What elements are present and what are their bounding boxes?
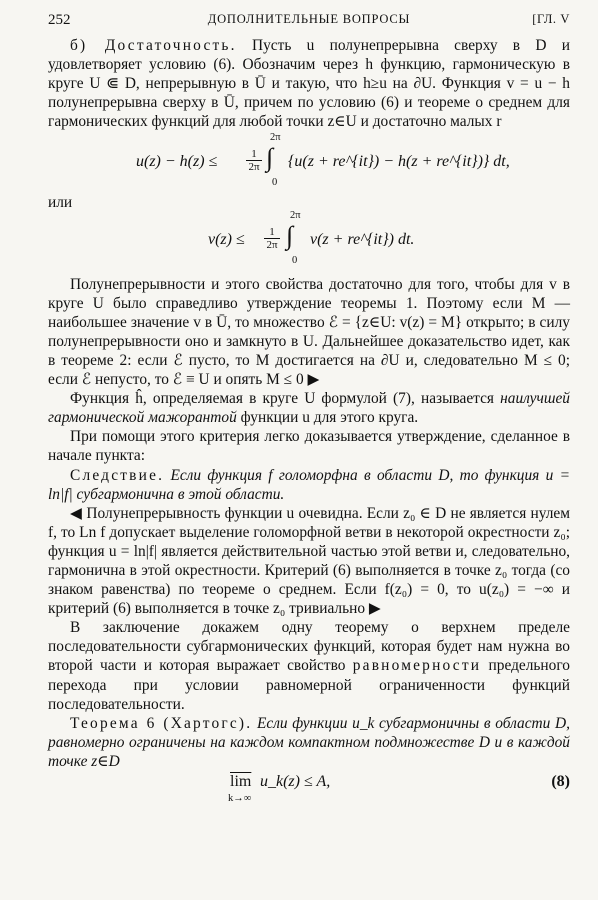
equation-8 <box>48 771 570 811</box>
eq1-integral-sign: ∫ <box>266 143 274 173</box>
eq2-fraction <box>264 226 280 251</box>
eq2-lhs: v(z) ≤ <box>208 230 245 248</box>
eq2-upper-limit: 2π <box>290 209 301 221</box>
conclusion-spaced: равномерности <box>352 657 482 675</box>
chapter-label: [ГЛ. V <box>532 12 570 26</box>
eq8-number: (8) <box>551 773 570 790</box>
sufficiency-text: Пусть u полунепрерывна сверху в D и удовлетворяет условию (6). Обозначим через h функцию, гармоническую в круге U ⋐ D, непрерывную в Ū и такую, что h≥u на ∂U. Функция v = u − h полунепрерывна сверху в Ū, причем по условию (6) и теореме о среднем для гармонических функций для любой точки z∈U и достаточно малых r <box>48 37 570 131</box>
paragraph-proof: ◀ Полунепрерывность функции u очевидна. Если z₀ ∈ D не является нулем f, то Ln f допускает выделение голоморфной ветви в некоторой окрестности z₀; функция u = ln|f| является действительной частью этой ветви и, следовательно, гармонична в этой окрестности. Критерий (6) выполняется в точке z₀ тогда (со знаком равенства) по теореме о среднем. Если f(z₀) = 0, то u(z₀) = −∞ и критерий (6) выполняется в точке z₀ тривиально ▶ <box>48 504 570 618</box>
paragraph-sufficiency <box>48 36 570 131</box>
theorem-label: Теорема 6 (Хартогс). <box>70 714 253 732</box>
eq1-frac-den: 2π <box>248 161 260 174</box>
eq2-lower-limit: 0 <box>292 254 298 266</box>
majorant-emphasis: наилучшей гармонической мажорантой <box>48 390 570 427</box>
eq2-integral-sign: ∫ <box>286 220 294 250</box>
page-number: 252 <box>48 12 71 28</box>
page-header <box>48 12 570 36</box>
sufficiency-label: б) Достаточность. <box>70 37 237 54</box>
paragraph-conclusion <box>48 618 570 713</box>
eq8-body: u_k(z) ≤ A, <box>260 773 331 790</box>
eq8-limsup: $\overline{lim}$ <box>230 773 252 790</box>
eq2-integrand: v(z + re^{it}) dt. <box>310 230 415 248</box>
conclusion-text-after: предельного перехода при условии равномерной ограниченности функций последовательности. <box>48 657 570 713</box>
equation-1 <box>48 131 570 193</box>
equation-2 <box>48 209 570 275</box>
eq1-frac-num: 1 <box>246 148 262 161</box>
book-page <box>48 12 570 811</box>
or-word: или <box>48 194 73 212</box>
paragraph-criterion: При помощи этого критерия легко доказывается утверждение, сделанное в начале пункта: <box>48 428 570 465</box>
eq8-subscript: k→∞ <box>228 793 252 804</box>
paragraph-semicontinuity: Полунепрерывности и этого свойства достаточно для того, чтобы для v в круге U было справедливо утверждение теоремы 1. Поэтому если M — наибольшее значение v в Ū, то множество ℰ = {z∈U: v(z) = M} открыто; в силу полунепрерывности оно и замкнуто в U. Дальнейшее доказательство идет, как в теореме 2: если ℰ пусто, то M достигается на ∂U и, следовательно M ≤ 0; если ℰ непусто, то ℰ ≡ U и опять M ≤ 0 ▶ <box>48 275 570 389</box>
majorant-text-before: Функция ĥ, определяемая в круге U формулой (7), называется <box>70 390 494 408</box>
theorem-6 <box>48 714 570 771</box>
paragraph-majorant <box>48 389 570 427</box>
running-title: ДОПОЛНИТЕЛЬНЫЕ ВОПРОСЫ <box>207 12 411 26</box>
corollary <box>48 466 570 504</box>
eq2-frac-num: 1 <box>264 226 280 239</box>
eq1-integrand: {u(z + re^{it}) − h(z + re^{it})} dt, <box>288 153 510 171</box>
conclusion-text-before: В заключение докажем одну теорему о верхнем пределе последовательности субгармонических функций, которая будет нам нужна во второй части и которая выражает свойство <box>48 619 570 675</box>
theorem-text: Если функции u_k субгармоничны в области D, равномерно ограничены на каждом компактном подмножестве D и в каждой точке z∈D <box>48 714 570 770</box>
eq1-lower-limit: 0 <box>272 177 278 189</box>
eq1-upper-limit: 2π <box>270 132 281 144</box>
corollary-label: Следствие. <box>70 466 165 484</box>
eq1-lhs: u(z) − h(z) ≤ <box>136 153 218 171</box>
eq2-frac-den: 2π <box>266 238 278 251</box>
majorant-text-after: функции u для этого круга. <box>240 409 419 427</box>
corollary-text: Если функция f голоморфна в области D, то функция u = ln|f| субгармонична в этой области. <box>48 466 570 503</box>
eq1-fraction <box>246 148 262 173</box>
